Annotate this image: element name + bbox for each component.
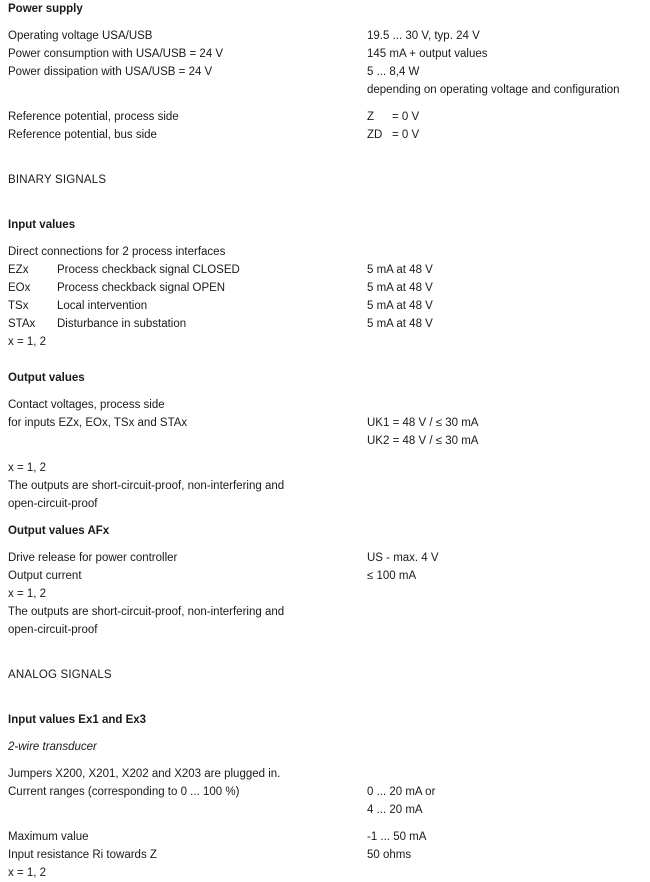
spec-value [367, 126, 650, 144]
spec-value: 5 ... 8,4 W [367, 66, 420, 78]
signal-code: STAx [8, 318, 36, 330]
spec-value: UK2 = 48 V / ≤ 30 mA [367, 435, 479, 447]
signal-description: Local intervention [57, 300, 148, 312]
spec-value-rest: = 0 V [392, 111, 420, 123]
intro-text: Direct connections for 2 process interfaces [8, 246, 226, 258]
section-heading-binary-signals [0, 171, 650, 189]
section-heading-analog-signals [0, 666, 650, 684]
spec-label: Power dissipation with USA/USB = 24 V [8, 66, 213, 78]
spec-value: 50 ohms [367, 849, 412, 861]
signal-description: Process checkback signal CLOSED [57, 264, 240, 276]
output-values-footer-line1 [0, 477, 650, 495]
afx-footer-line1 [0, 603, 650, 621]
note-text: x = 1, 2 [8, 588, 47, 600]
spec-value [367, 108, 650, 126]
spec-row-reference-potential-bus [0, 126, 650, 144]
output-values-footer-line2 [0, 495, 650, 513]
signal-value: 5 mA at 48 V [367, 318, 433, 330]
subsection-heading-output-values [0, 369, 650, 387]
afx-row-drive-release [0, 549, 650, 567]
subsection-heading-label: Input values [8, 219, 76, 231]
signal-row-eox [0, 279, 650, 297]
signal-description: Process checkback signal OPEN [57, 282, 226, 294]
signal-value: 5 mA at 48 V [367, 264, 433, 276]
section-heading-label: BINARY SIGNALS [8, 174, 107, 186]
output-values-note [0, 459, 650, 477]
analog-row-input-resistance [0, 846, 650, 864]
spec-label: Reference potential, bus side [8, 129, 157, 141]
spec-label: Maximum value [8, 831, 89, 843]
spec-label: Reference potential, process side [8, 111, 179, 123]
analog-jumpers-intro [0, 765, 650, 783]
analog-row-current-ranges-cont [0, 801, 650, 819]
signal-code: EOx [8, 282, 31, 294]
footer-text: open-circuit-proof [8, 498, 98, 510]
subheading-text: 2-wire transducer [8, 741, 97, 753]
footer-text: The outputs are short-circuit-proof, non-interfering and [8, 606, 285, 618]
note-text: x = 1, 2 [8, 867, 47, 879]
section-heading-label: ANALOG SIGNALS [8, 669, 112, 681]
note-text: x = 1, 2 [8, 462, 47, 474]
output-row-uk2 [0, 432, 650, 450]
spec-label: Power consumption with USA/USB = 24 V [8, 48, 224, 60]
footer-text: open-circuit-proof [8, 624, 98, 636]
signal-code: TSx [8, 300, 29, 312]
signal-value: 5 mA at 48 V [367, 300, 433, 312]
section-heading-label: Power supply [8, 3, 83, 15]
analog-subheading-transducer [0, 738, 650, 756]
spec-value: 0 ... 20 mA or [367, 786, 436, 798]
spec-label: Operating voltage USA/USB [8, 30, 153, 42]
analog-note [0, 864, 650, 882]
subsection-heading-label: Output values AFx [8, 525, 110, 537]
spec-row-reference-potential-process [0, 108, 650, 126]
binary-input-intro [0, 243, 650, 261]
binary-input-note [0, 333, 650, 351]
signal-row-tsx [0, 297, 650, 315]
spec-row-power-consumption [0, 45, 650, 63]
analog-row-current-ranges [0, 783, 650, 801]
signal-value: 5 mA at 48 V [367, 282, 433, 294]
spec-row-power-dissipation [0, 63, 650, 81]
spec-value: UK1 = 48 V / ≤ 30 mA [367, 417, 479, 429]
subsection-heading-label: Output values [8, 372, 85, 384]
spec-row-dissipation-note [0, 81, 650, 99]
spec-value-key: ZD [367, 129, 383, 141]
output-row-uk1 [0, 414, 650, 432]
signal-row-ezx [0, 261, 650, 279]
spec-label: Current ranges (corresponding to 0 ... 100 %) [8, 786, 240, 798]
analog-row-maximum-value [0, 828, 650, 846]
signal-description: Disturbance in substation [57, 318, 187, 330]
subsection-heading-output-values-afx [0, 522, 650, 540]
intro-text: Contact voltages, process side [8, 399, 165, 411]
signal-row-stax [0, 315, 650, 333]
spec-value-key: Z [367, 111, 375, 123]
spec-value: US - max. 4 V [367, 552, 439, 564]
spec-value: 4 ... 20 mA [367, 804, 423, 816]
afx-row-output-current [0, 567, 650, 585]
spec-value: 19.5 ... 30 V, typ. 24 V [367, 30, 480, 42]
afx-footer-line2 [0, 621, 650, 639]
subsection-heading-input-values [0, 216, 650, 234]
spec-value: -1 ... 50 mA [367, 831, 427, 843]
intro-text: Jumpers X200, X201, X202 and X203 are plugged in. [8, 768, 281, 780]
output-contact-voltages [0, 396, 650, 414]
spec-row-operating-voltage [0, 27, 650, 45]
signal-code: EZx [8, 264, 29, 276]
spec-label: Drive release for power controller [8, 552, 178, 564]
note-text: x = 1, 2 [8, 336, 47, 348]
subsection-heading-label: Input values Ex1 and Ex3 [8, 714, 147, 726]
spec-value: depending on operating voltage and configuration [367, 84, 620, 96]
footer-text: The outputs are short-circuit-proof, non-interfering and [8, 480, 285, 492]
spec-label: Output current [8, 570, 82, 582]
afx-note [0, 585, 650, 603]
spec-value: ≤ 100 mA [367, 570, 417, 582]
spec-label: Input resistance Ri towards Z [8, 849, 157, 861]
section-heading-power-supply [0, 0, 650, 18]
subsection-heading-analog-input-values [0, 711, 650, 729]
spec-label: for inputs EZx, EOx, TSx and STAx [8, 417, 188, 429]
spec-value-rest: = 0 V [392, 129, 420, 141]
spec-value: 145 mA + output values [367, 48, 488, 60]
